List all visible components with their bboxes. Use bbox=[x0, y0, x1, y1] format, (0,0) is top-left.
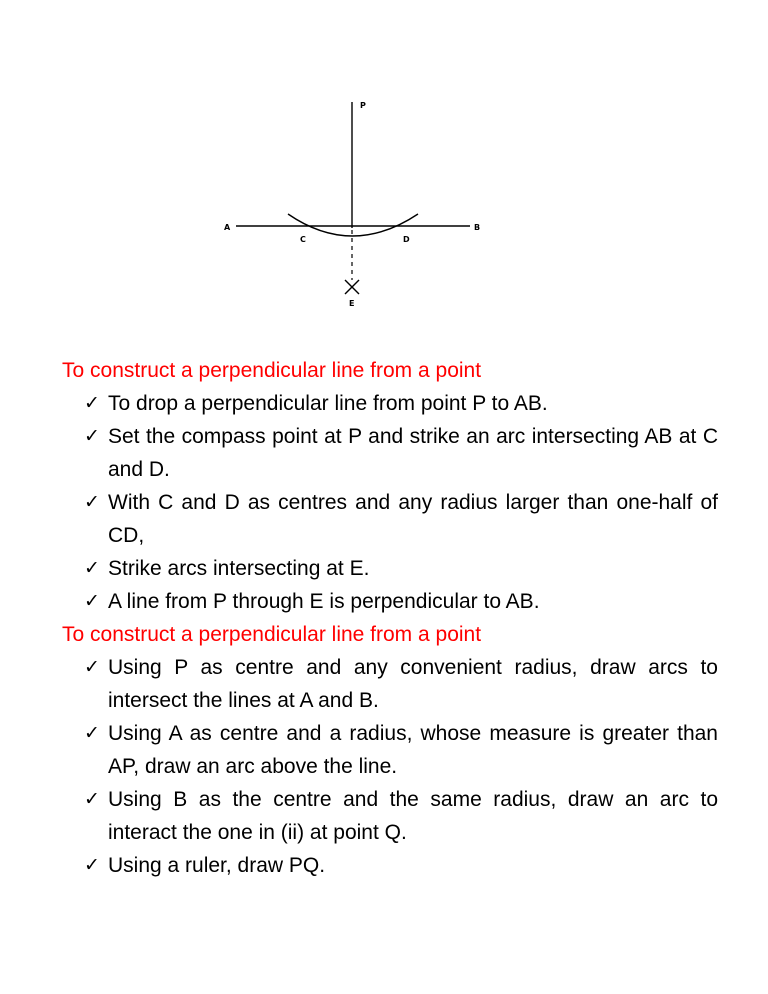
checkmark-icon: ✓ bbox=[84, 425, 100, 447]
label-p: P bbox=[360, 101, 366, 110]
step-text: Using P as centre and any convenient radius, draw arcs to intersect the lines at A and B. bbox=[108, 656, 718, 712]
checkmark-icon: ✓ bbox=[84, 557, 100, 579]
list-item bbox=[84, 783, 718, 849]
step-list bbox=[62, 651, 722, 882]
label-a: A bbox=[224, 223, 231, 232]
step-text: Using a ruler, draw PQ. bbox=[108, 854, 326, 877]
checkmark-icon: ✓ bbox=[84, 491, 100, 513]
checkmark-icon: ✓ bbox=[84, 722, 100, 744]
step-text: Set the compass point at P and strike an arc intersecting AB at C and D. bbox=[108, 425, 718, 481]
step-text: Strike arcs intersecting at E. bbox=[108, 557, 370, 580]
checkmark-icon: ✓ bbox=[84, 656, 100, 678]
label-c: C bbox=[300, 235, 306, 244]
list-item bbox=[84, 651, 718, 717]
checkmark-icon: ✓ bbox=[84, 392, 100, 414]
list-item bbox=[84, 486, 718, 552]
list-item bbox=[84, 552, 718, 585]
step-text: A line from P through E is perpendicular to AB. bbox=[108, 590, 540, 613]
list-item bbox=[84, 420, 718, 486]
list-item bbox=[84, 849, 718, 882]
list-item bbox=[84, 585, 718, 618]
checkmark-icon: ✓ bbox=[84, 788, 100, 810]
label-d: D bbox=[403, 235, 410, 244]
label-e: E bbox=[349, 299, 355, 308]
arc-cd bbox=[288, 214, 418, 236]
step-list bbox=[62, 387, 722, 618]
step-text: With C and D as centres and any radius larger than one-half of CD, bbox=[108, 491, 718, 547]
step-text: To drop a perpendicular line from point P to AB. bbox=[108, 392, 548, 415]
step-text: Using B as the centre and the same radius, draw an arc to interact the one in (ii) at point Q. bbox=[108, 788, 718, 844]
checkmark-icon: ✓ bbox=[84, 590, 100, 612]
list-item bbox=[84, 387, 718, 420]
list-item bbox=[84, 717, 718, 783]
checkmark-icon: ✓ bbox=[84, 854, 100, 876]
step-text: Using A as centre and a radius, whose measure is greater than AP, draw an arc above the line. bbox=[108, 722, 718, 778]
section-heading: To construct a perpendicular line from a point bbox=[62, 359, 482, 382]
document-body bbox=[62, 354, 722, 882]
label-b: B bbox=[474, 223, 481, 232]
section-heading: To construct a perpendicular line from a point bbox=[62, 623, 482, 646]
perpendicular-construction-diagram bbox=[218, 92, 490, 320]
